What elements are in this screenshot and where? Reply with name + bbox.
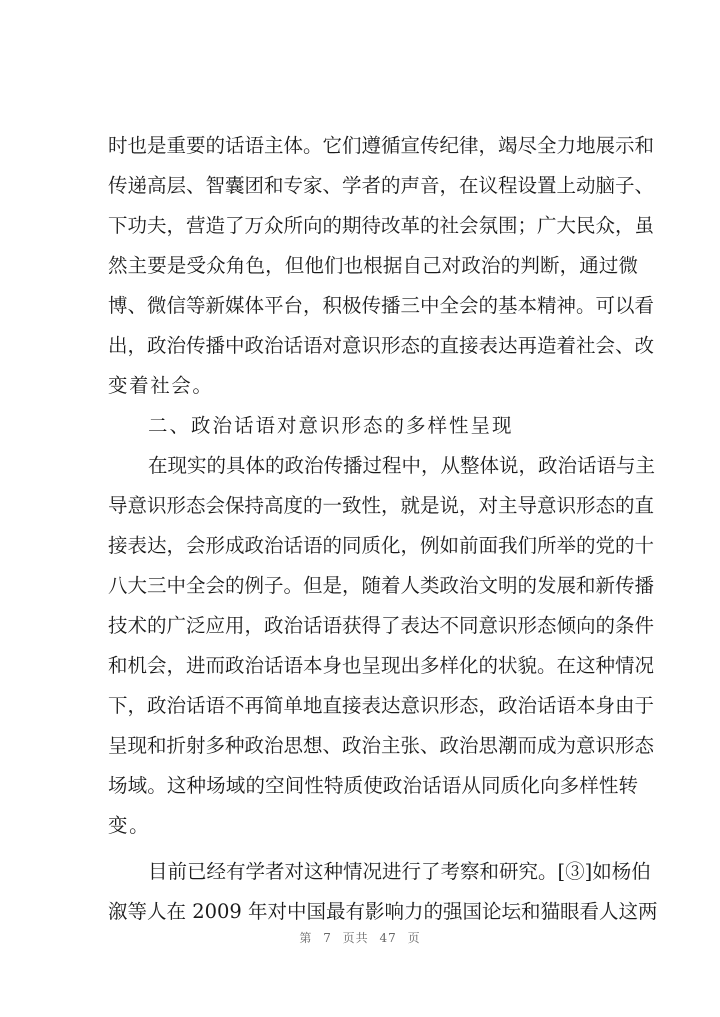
body-text-line: 和机会，进而政治话语本身也呈现出多样化的状貌。在这种情况: [108, 654, 655, 677]
body-text-line: 场域。这种场域的空间性特质使政治话语从同质化向多样性转: [108, 774, 638, 797]
body-text-line: 出，政治传播中政治话语对意识形态的直接表达再造着社会、改: [108, 334, 655, 357]
body-text-line: 目前已经有学者对这种情况进行了考察和研究。[③]如杨伯: [148, 860, 651, 883]
body-text-line: 然主要是受众角色，但他们也根据自己对政治的判断，通过微: [108, 254, 638, 277]
section-heading: 二、政治话语对意识形态的多样性呈现: [148, 414, 514, 437]
body-text-line: 导意识形态会保持高度的一致性，就是说，对主导意识形态的直: [108, 494, 655, 517]
body-text-line: 变。: [108, 814, 151, 837]
body-text-line: 接表达，会形成政治话语的同质化，例如前面我们所举的党的十: [108, 534, 655, 557]
body-text-line: 变着社会。: [108, 374, 214, 397]
body-text-line: 下，政治话语不再简单地直接表达意识形态，政治话语本身由于: [108, 694, 655, 717]
body-text-line: 溆等人在 2009 年对中国最有影响力的强国论坛和猫眼看人这两: [108, 900, 658, 923]
page-number: 第 7 页共 47 页: [299, 931, 421, 945]
body-text-line: 博、微信等新媒体平台，积极传播三中全会的基本精神。可以看: [108, 294, 655, 317]
body-text-line: 时也是重要的话语主体。它们遵循宣传纪律，竭尽全力地展示和: [108, 134, 655, 157]
body-text-line: 在现实的具体的政治传播过程中，从整体说，政治话语与主: [148, 454, 656, 477]
body-text-line: 传递高层、智囊团和专家、学者的声音，在议程设置上动脑子、: [108, 174, 655, 197]
body-text-line: 呈现和折射多种政治思想、政治主张、政治思潮而成为意识形态: [108, 734, 655, 757]
body-text-line: 下功夫，营造了万众所向的期待改革的社会氛围；广大民众，虽: [108, 214, 655, 237]
body-text-line: 技术的广泛应用，政治话语获得了表达不同意识形态倾向的条件: [108, 614, 655, 637]
body-text-line: 八大三中全会的例子。但是，随着人类政治文明的发展和新传播: [108, 574, 655, 597]
